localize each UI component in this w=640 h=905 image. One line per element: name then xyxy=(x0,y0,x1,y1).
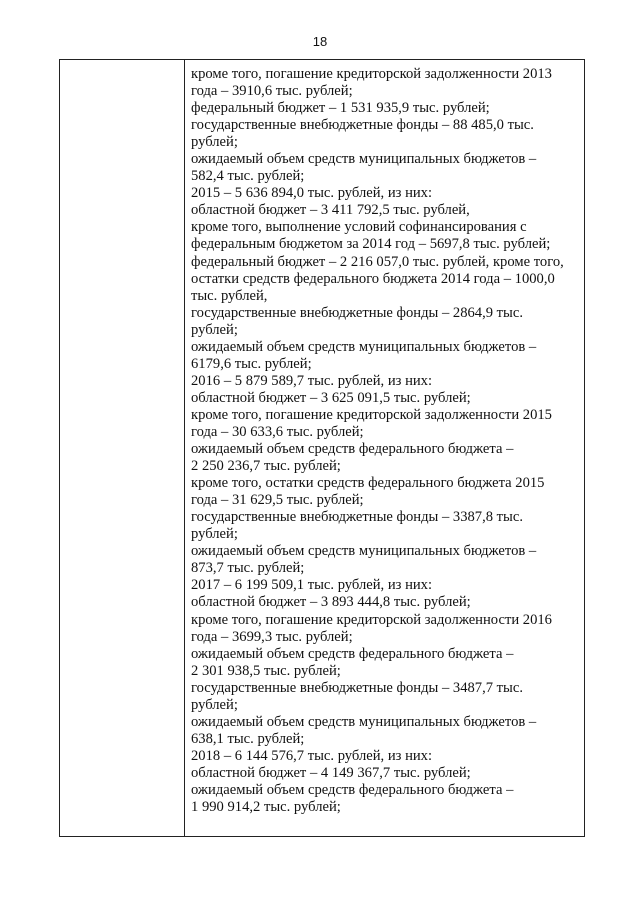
text-line: областной бюджет – 3 411 792,5 тыс. рублей, xyxy=(191,202,470,219)
text-line: ожидаемый объем средств федерального бюджета – xyxy=(191,441,514,458)
text-line: года – 31 629,5 тыс. рублей; xyxy=(191,492,364,509)
text-line: ожидаемый объем средств муниципальных бюджетов – xyxy=(191,713,537,730)
text-line: рублей; xyxy=(191,526,238,543)
page-number: 18 xyxy=(312,34,328,49)
text-line: ожидаемый объем средств федерального бюджета – xyxy=(191,781,514,798)
text-line: рублей; xyxy=(191,321,238,338)
text-line: 2015 – 5 636 894,0 тыс. рублей, из них: xyxy=(191,185,433,202)
funding-text xyxy=(185,60,584,816)
text-line: кроме того, погашение кредиторской задолженности 2016 xyxy=(191,611,552,628)
text-line: государственные внебюджетные фонды – 88 485,0 тыс. xyxy=(191,117,534,134)
text-line: 2017 – 6 199 509,1 тыс. рублей, из них: xyxy=(191,577,433,594)
table-cell-content xyxy=(185,60,585,837)
text-line: 1 990 914,2 тыс. рублей; xyxy=(191,799,341,816)
text-line: государственные внебюджетные фонды – 3387,8 тыс. xyxy=(191,509,523,526)
text-line: года – 30 633,6 тыс. рублей; xyxy=(191,423,364,440)
text-line: 582,4 тыс. рублей; xyxy=(191,168,305,185)
text-line: ожидаемый объем средств муниципальных бюджетов – xyxy=(191,338,537,355)
text-line: рублей; xyxy=(191,696,238,713)
text-line: федеральным бюджетом за 2014 год – 5697,8 тыс. рублей; xyxy=(191,236,551,253)
text-line: областной бюджет – 3 893 444,8 тыс. рублей; xyxy=(191,594,471,611)
text-line: областной бюджет – 3 625 091,5 тыс. рублей; xyxy=(191,389,471,406)
text-line: 638,1 тыс. рублей; xyxy=(191,730,305,747)
text-line: кроме того, выполнение условий софинансирования с xyxy=(191,219,527,236)
text-line: 2 301 938,5 тыс. рублей; xyxy=(191,662,341,679)
text-line: федеральный бюджет – 2 216 057,0 тыс. рублей, кроме того, xyxy=(191,253,564,270)
table-row xyxy=(60,60,585,837)
text-line: 2018 – 6 144 576,7 тыс. рублей, из них: xyxy=(191,747,433,764)
text-line: 2 250 236,7 тыс. рублей; xyxy=(191,458,341,475)
text-line: государственные внебюджетные фонды – 2864,9 тыс. xyxy=(191,304,523,321)
text-line: областной бюджет – 4 149 367,7 тыс. рублей; xyxy=(191,764,471,781)
text-line: федеральный бюджет – 1 531 935,9 тыс. рублей; xyxy=(191,100,490,117)
text-line: остатки средств федерального бюджета 2014 года – 1000,0 xyxy=(191,270,555,287)
text-line: ожидаемый объем средств муниципальных бюджетов – xyxy=(191,543,537,560)
text-line: 6179,6 тыс. рублей; xyxy=(191,355,312,372)
text-line: ожидаемый объем средств муниципальных бюджетов – xyxy=(191,151,537,168)
text-line: 873,7 тыс. рублей; xyxy=(191,560,305,577)
text-line: 2016 – 5 879 589,7 тыс. рублей, из них: xyxy=(191,372,433,389)
text-line: кроме того, остатки средств федерального бюджета 2015 xyxy=(191,475,545,492)
text-line: кроме того, погашение кредиторской задолженности 2013 xyxy=(191,66,552,82)
text-line: года – 3910,6 тыс. рублей; xyxy=(191,83,353,100)
table-cell-label xyxy=(60,60,185,837)
text-line: государственные внебюджетные фонды – 3487,7 тыс. xyxy=(191,679,523,696)
text-line: года – 3699,3 тыс. рублей; xyxy=(191,628,353,645)
budget-table xyxy=(59,59,585,837)
text-line: кроме того, погашение кредиторской задолженности 2015 xyxy=(191,406,552,423)
text-line: рублей; xyxy=(191,134,238,151)
text-line: ожидаемый объем средств федерального бюджета – xyxy=(191,645,514,662)
text-line: тыс. рублей, xyxy=(191,287,268,304)
